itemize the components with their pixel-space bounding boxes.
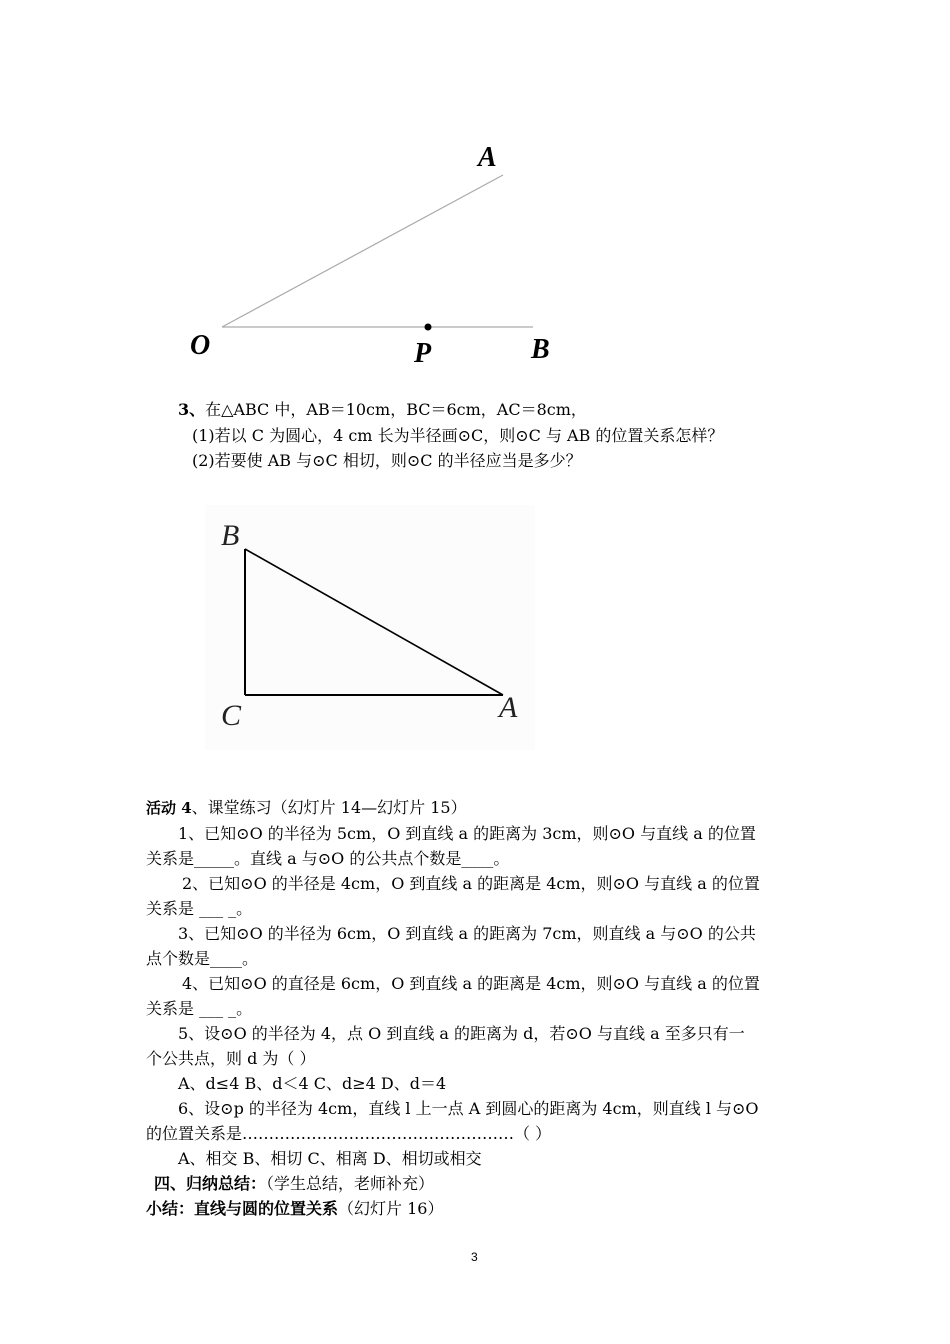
problem3-question2: (2)若要使 AB 与⊙C 相切，则⊙C 的半径应当是多少？ (192, 451, 582, 470)
exercise4-line2: 关系是 ___ _。 (146, 999, 253, 1018)
label-b: B (531, 334, 550, 365)
label-c: C (221, 699, 242, 732)
problem3-statement: 在△ABC 中，AB＝10cm，BC＝6cm，AC＝8cm， (205, 400, 587, 419)
exercise1-line2: 关系是_____。直线 a 与⊙O 的公共点个数是____。 (146, 849, 510, 868)
exercise5-options: A、d≤4 B、d＜4 C、d≥4 D、d＝4 (178, 1074, 447, 1093)
exercise2-line2: 关系是 ___ _。 (146, 899, 253, 918)
exercise3-line1: 3、已知⊙O 的半径为 6cm，O 到直线 a 的距离为 7cm，则直线 a 与⊙O 的公共 (178, 924, 756, 943)
label-p: P (414, 338, 432, 369)
exercise3-line2: 点个数是____。 (146, 949, 259, 968)
summary-heading-note: （学生总结，老师补充） (266, 1174, 435, 1193)
summary-heading (154, 1174, 434, 1194)
summary-heading-label: 四、归纳总结： (154, 1174, 267, 1193)
label-b: B (221, 519, 240, 552)
exercise4-line1: 4、已知⊙O 的直径是 6cm，O 到直线 a 的距离是 4cm，则⊙O 与直线 a 的位置 (182, 974, 760, 993)
summary-sub-note: （幻灯片 16） (338, 1199, 444, 1218)
exercise5-line2: 个公共点，则 d 为（ ） (146, 1049, 316, 1068)
page-number: 3 (471, 1250, 478, 1264)
problem3-question1: (1)若以 C 为圆心，4 cm 长为半径画⊙C，则⊙C 与 AB 的位置关系怎样？ (192, 426, 724, 445)
summary-subheading (146, 1199, 443, 1219)
label-a: A (478, 142, 497, 173)
exercise6-line2: 的位置关系是……………………………………………（ ） (146, 1124, 552, 1143)
exercise2-line1: 2、已知⊙O 的半径是 4cm，O 到直线 a 的距离是 4cm，则⊙O 与直线 a 的位置 (182, 874, 760, 893)
activity4-label: 活动 4 (146, 799, 192, 817)
exercise6-line1: 6、设⊙p 的半径为 4cm，直线 l 上一点 A 到圆心的距离为 4cm，则直线 l 与⊙O (178, 1099, 759, 1118)
label-o: O (190, 330, 211, 361)
label-a: A (499, 691, 518, 724)
activity4-subtitle: 、课堂练习（幻灯片 14—幻灯片 15） (191, 798, 467, 817)
problem3-number: 3、 (178, 400, 206, 419)
summary-sub-label: 小结：直线与圆的位置关系 (146, 1199, 339, 1218)
figure-triangle-bca (205, 505, 535, 750)
problem3-line1 (178, 400, 587, 420)
figure-angle-aob (170, 130, 590, 380)
exercise1-line1: 1、已知⊙O 的半径为 5cm，O 到直线 a 的距离为 3cm，则⊙O 与直线 a 的位置 (178, 824, 756, 843)
activity4-title (146, 798, 467, 818)
ray-oa (222, 175, 503, 327)
exercise6-options: A、相交 B、相切 C、相离 D、相切或相交 (178, 1149, 482, 1168)
point-p (425, 324, 432, 331)
exercise5-line1: 5、设⊙O 的半径为 4，点 O 到直线 a 的距离为 d，若⊙O 与直线 a 至多只有一 (178, 1024, 745, 1043)
